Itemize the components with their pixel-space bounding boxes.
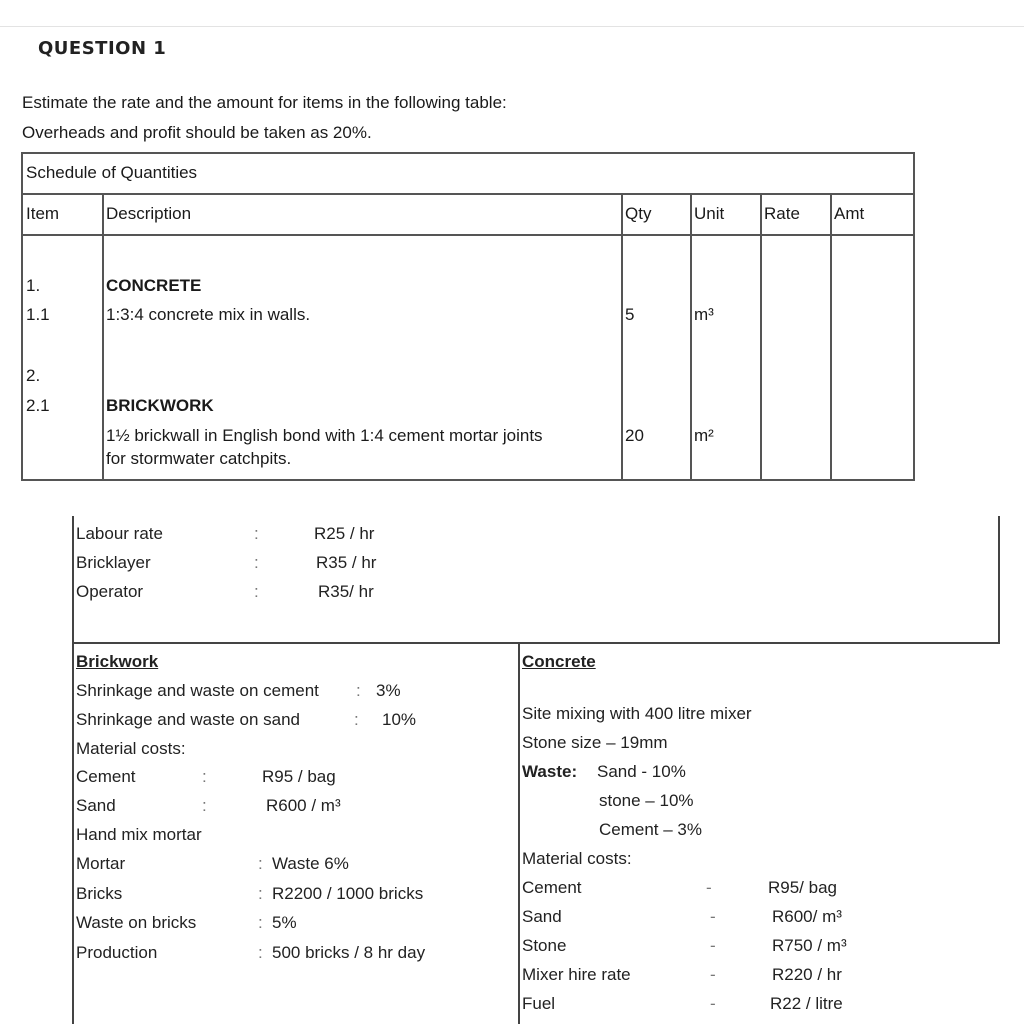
production-label: Production (76, 943, 158, 962)
labour-sep: : (254, 553, 259, 572)
brick-sand-value: R600 / m³ (266, 796, 341, 815)
row-qty: 20 (625, 426, 644, 445)
brick-cement-label: Cement (76, 767, 136, 786)
brick-cement-sep: : (202, 767, 207, 786)
mortar-value: Waste 6% (272, 854, 349, 873)
brickwork-heading: Brickwork (76, 652, 159, 671)
question-title: QUESTION 1 (38, 38, 167, 59)
row-description-line2: for stormwater catchpits. (106, 449, 292, 468)
brick-material-costs: Material costs: (76, 739, 186, 758)
shrink-sand-sep: : (354, 710, 359, 729)
labour-label: Operator (76, 582, 144, 601)
row-item: 1.1 (26, 305, 50, 324)
header-unit: Unit (694, 204, 725, 223)
rates-box (72, 516, 1002, 1024)
concrete-item-value: R750 / m³ (772, 936, 847, 955)
waste-stone: stone – 10% (599, 791, 694, 810)
col-divider-rate (830, 194, 832, 481)
labour-value: R35 / hr (316, 553, 377, 572)
concrete-item-value: R220 / hr (772, 965, 842, 984)
bricks-value: R2200 / 1000 bricks (272, 884, 424, 903)
production-sep: : (258, 943, 263, 962)
row-description-line1: 1½ brickwall in English bond with 1:4 cement mortar joints (106, 426, 543, 445)
top-divider (0, 26, 1024, 27)
production-value: 500 bricks / 8 hr day (272, 943, 426, 962)
waste-sand: Sand - 10% (597, 762, 686, 781)
col-divider-unit (760, 194, 762, 481)
waste-bricks-value: 5% (272, 913, 297, 932)
row-description: 1:3:4 concrete mix in walls. (106, 305, 311, 324)
concrete-item-label: Fuel (522, 994, 556, 1013)
mortar-sep: : (258, 854, 263, 873)
intro-line-2: Overheads and profit should be taken as 20%. (22, 123, 372, 142)
concrete-item-sep: - (710, 994, 716, 1013)
intro-line-1: Estimate the rate and the amount for items in the following table: (22, 93, 507, 112)
concrete-item-label: Mixer hire rate (522, 965, 631, 984)
waste-label: Waste: (522, 762, 578, 781)
row-item: 1. (26, 276, 41, 295)
concrete-item-value: R22 / litre (770, 994, 843, 1013)
col-divider-item (102, 194, 104, 481)
header-qty: Qty (625, 204, 652, 223)
bricks-sep: : (258, 884, 263, 903)
concrete-material-costs: Material costs: (522, 849, 632, 868)
row-item: 2.1 (26, 396, 50, 415)
col-divider-description (621, 194, 623, 481)
shrink-cement-label: Shrinkage and waste on cement (76, 681, 319, 700)
brick-sand-label: Sand (76, 796, 116, 815)
labour-value: R25 / hr (314, 524, 375, 543)
row-item: 2. (26, 366, 41, 385)
concrete-item-label: Sand (522, 907, 562, 926)
mortar-label: Mortar (76, 854, 126, 873)
brick-cement-value: R95 / bag (262, 767, 336, 786)
concrete-item-sep: - (706, 878, 712, 897)
rates-divider (72, 642, 1000, 644)
col-divider-qty (690, 194, 692, 481)
brick-sand-sep: : (202, 796, 207, 815)
schedule-title: Schedule of Quantities (26, 163, 198, 182)
labour-sep: : (254, 524, 259, 543)
shrink-cement-sep: : (356, 681, 361, 700)
concrete-item-sep: - (710, 965, 716, 984)
waste-cement: Cement – 3% (599, 820, 702, 839)
hand-mix-mortar: Hand mix mortar (76, 825, 202, 844)
bricks-label: Bricks (76, 884, 123, 903)
row-unit: m² (694, 426, 714, 445)
rates-left-border (72, 516, 74, 1024)
labour-label: Labour rate (76, 524, 163, 543)
shrink-cement-value: 3% (376, 681, 401, 700)
labour-sep: : (254, 582, 259, 601)
header-amt: Amt (834, 204, 865, 223)
row-unit: m³ (694, 305, 714, 324)
concrete-item-value: R600/ m³ (772, 907, 842, 926)
rates-column-divider (518, 643, 520, 1024)
shrink-sand-value: 10% (382, 710, 417, 729)
row-description: BRICKWORK (106, 396, 214, 415)
concrete-item-sep: - (710, 907, 716, 926)
schedule-header-divider (23, 234, 913, 236)
site-mixing: Site mixing with 400 litre mixer (522, 704, 752, 723)
concrete-item-sep: - (710, 936, 716, 955)
labour-label: Bricklayer (76, 553, 151, 572)
header-item: Item (26, 204, 60, 223)
row-description: CONCRETE (106, 276, 202, 295)
schedule-title-divider (23, 193, 913, 195)
concrete-item-value: R95/ bag (768, 878, 837, 897)
concrete-heading: Concrete (522, 652, 596, 671)
labour-value: R35/ hr (318, 582, 374, 601)
schedule-table (21, 152, 915, 481)
concrete-item-label: Stone (522, 936, 567, 955)
concrete-item-label: Cement (522, 878, 582, 897)
header-description: Description (106, 204, 192, 223)
waste-bricks-sep: : (258, 913, 263, 932)
rates-right-border (998, 516, 1000, 644)
shrink-sand-label: Shrinkage and waste on sand (76, 710, 300, 729)
header-rate: Rate (764, 204, 800, 223)
stone-size: Stone size – 19mm (522, 733, 668, 752)
waste-bricks-label: Waste on bricks (76, 913, 197, 932)
row-qty: 5 (625, 305, 635, 324)
